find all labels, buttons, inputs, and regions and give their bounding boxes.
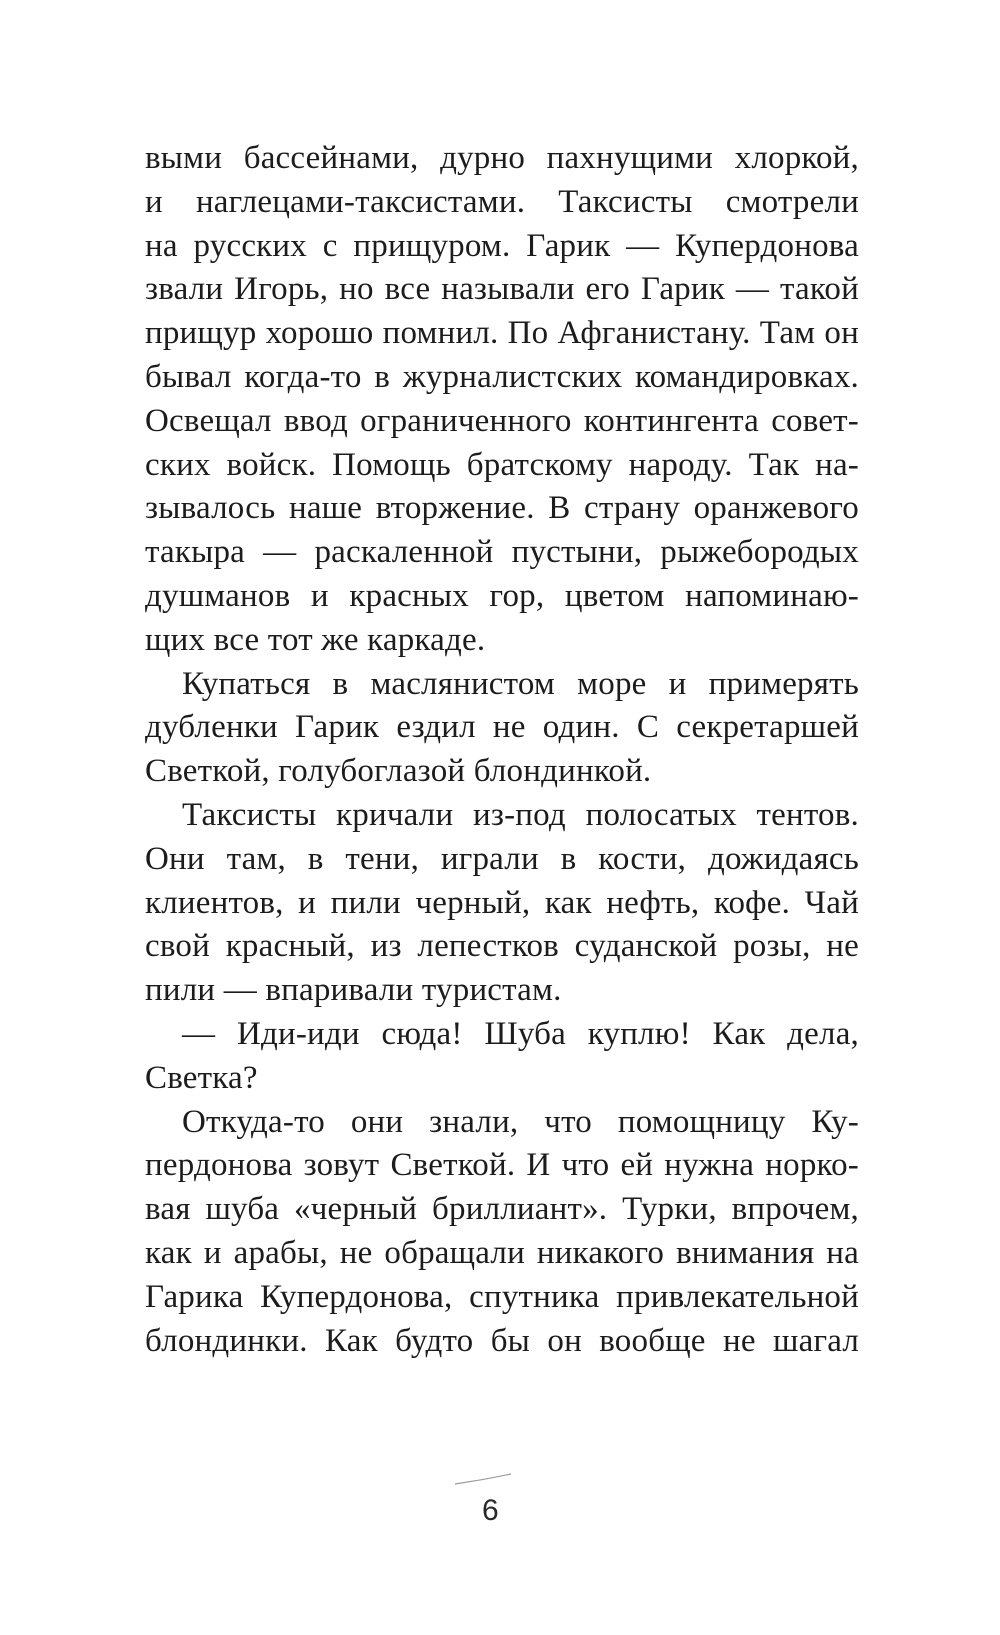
text-line: как и арабы, не обращали никакого внимания на (145, 1234, 859, 1271)
page-number: 6 (482, 1494, 499, 1527)
text-line: на русских с прищуром. Гарик — Купердонова (145, 227, 859, 264)
text-line: бывал когда-то в журналистских командировках. (145, 358, 859, 395)
text-line: блондинки. Как будто бы он вообще не шагал (145, 1322, 859, 1359)
text-line: Купаться в маслянистом море и примерять (182, 665, 859, 702)
text-line: — Иди-иди сюда! Шуба куплю! Как дела, (182, 1015, 859, 1052)
page-ornament (453, 1472, 513, 1486)
text-line: звали Игорь, но все называли его Гарик — такой (145, 271, 859, 308)
text-line: зывалось наше вторжение. В страну оранжевого (145, 490, 859, 527)
text-line: Таксисты кричали из-под полосатых тентов. (182, 796, 859, 833)
text-line: щих все тот же каркаде. (145, 621, 486, 658)
text-line: Светка? (145, 1059, 258, 1096)
text-line: Гарика Купердонова, спутника привлекательной (145, 1278, 859, 1315)
text-line: ских войск. Помощь братскому народу. Так на- (145, 446, 859, 483)
text-line: душманов и красных гор, цветом напоминаю- (145, 577, 859, 614)
text-line: выми бассейнами, дурно пахнущими хлоркой, (145, 140, 859, 176)
text-line: Они там, в тени, играли в кости, дожидаясь (145, 840, 859, 877)
text-line: свой красный, из лепестков суданской розы, не (145, 928, 859, 965)
text-line: Откуда-то они знали, что помощницу Ку- (182, 1103, 859, 1140)
text-line: клиентов, и пили черный, как нефть, кофе. Чай (145, 884, 859, 921)
text-line: пердонова зовут Светкой. И что ей нужна норко- (145, 1147, 859, 1184)
text-line: и наглецами-таксистами. Таксисты смотрели (145, 183, 859, 220)
text-line: Светкой, голубоглазой блондинкой. (145, 753, 652, 790)
text-line: прищур хорошо помнил. По Афганистану. Там он (145, 315, 859, 352)
text-line: пили — впаривали туристам. (145, 972, 562, 1009)
text-line: такыра — раскаленной пустыни, рыжебородых (145, 534, 859, 571)
text-line: Освещал ввод ограниченного контингента совет- (145, 402, 859, 439)
text-line: дубленки Гарик ездил не один. С секретаршей (145, 709, 859, 746)
body-text (145, 137, 859, 1363)
text-line: вая шуба «черный бриллиант». Турки, впрочем, (145, 1191, 859, 1228)
